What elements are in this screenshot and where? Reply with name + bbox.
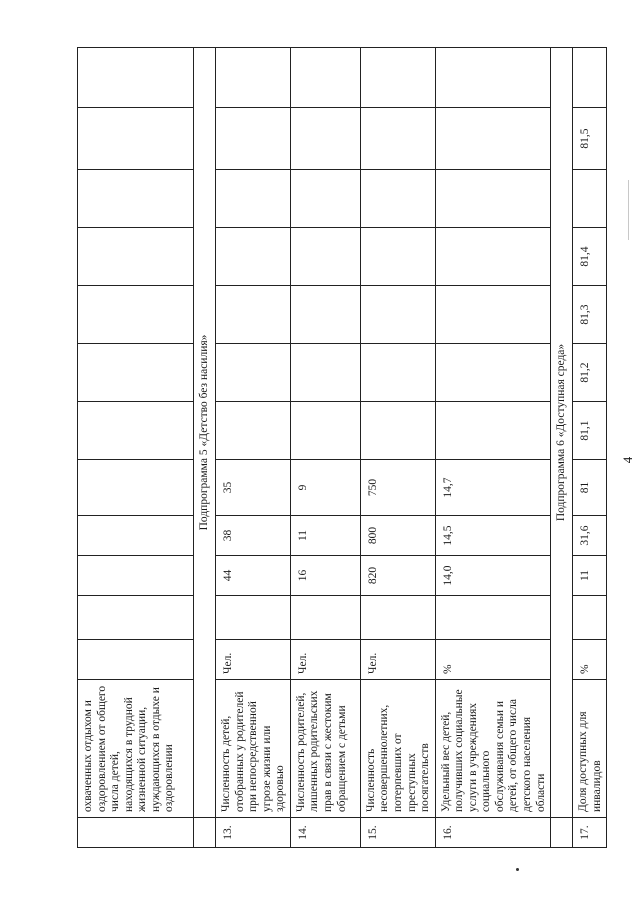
page-number: 4 [620,456,635,464]
indicator-name: охваченных отдыхом и оздоровлением от общего числа детей, находящихся в трудной жизненной ситуации, нуждающихся в отдыхе и оздоровлении [78,680,194,818]
value-cell: 750 [360,460,435,516]
value-cell [290,48,360,108]
value-cell: 31,6 [573,516,607,556]
value-cell [573,48,607,108]
indicator-name: Численность родителей, лишенных родительских прав в связи с жестоким обращением с детьми [290,680,360,818]
value-cell [290,286,360,344]
subprogram-spacer-cell [551,818,573,848]
indicator-name: Численность несовершеннолетних, потерпевших от преступных посягательств [360,680,435,818]
value-cell [216,228,291,286]
table-row [216,48,291,848]
value-cell: 81,5 [573,108,607,170]
value-cell [435,228,551,286]
value-cell [360,170,435,228]
value-cell: 35 [216,460,291,516]
value-cell [78,344,194,402]
value-cell [216,170,291,228]
table-row [290,48,360,848]
value-cell [216,402,291,460]
table-row [435,48,551,848]
value-cell [78,460,194,516]
row-number: 14. [290,818,360,848]
row-number: 15. [360,818,435,848]
subprogram-spacer-cell [194,818,216,848]
row-number: 13. [216,818,291,848]
value-cell: 44 [216,556,291,596]
unit-cell: Чел. [216,640,291,680]
value-cell [435,48,551,108]
row-number [78,818,194,848]
value-cell [78,596,194,640]
value-cell: 81 [573,460,607,516]
value-cell [78,48,194,108]
value-cell [573,170,607,228]
value-cell [78,556,194,596]
rotated-table-container [77,48,603,848]
value-cell: 14,7 [435,460,551,516]
value-cell: 16 [290,556,360,596]
unit-cell [78,640,194,680]
value-cell [573,596,607,640]
value-cell [290,596,360,640]
table-row [78,48,194,848]
value-cell: 81,3 [573,286,607,344]
value-cell [290,228,360,286]
indicators-table [77,47,607,848]
value-cell: 14,0 [435,556,551,596]
value-cell [360,48,435,108]
value-cell [290,344,360,402]
unit-cell: % [573,640,607,680]
value-cell: 81,4 [573,228,607,286]
value-cell [290,170,360,228]
row-number: 16. [435,818,551,848]
value-cell: 81,2 [573,344,607,402]
value-cell: 81,1 [573,402,607,460]
value-cell [360,402,435,460]
table-row [573,48,607,848]
value-cell [216,596,291,640]
subprogram-title: Подпрограмма 6 «Доступная среда» [551,48,573,818]
value-cell: 9 [290,460,360,516]
indicator-name: Доля доступных для инвалидов [573,680,607,818]
value-cell [360,596,435,640]
value-cell: 800 [360,516,435,556]
value-cell [78,516,194,556]
value-cell: 820 [360,556,435,596]
scan-speck [516,868,519,871]
value-cell [78,170,194,228]
value-cell [435,170,551,228]
value-cell [290,402,360,460]
indicator-name: Удельный вес детей, получивших социальные услуги в учреждениях социального обслуживания семьи и детей, от общего числа детского населения области [435,680,551,818]
value-cell [435,286,551,344]
unit-cell: % [435,640,551,680]
value-cell [216,286,291,344]
row-number: 17. [573,818,607,848]
value-cell [360,108,435,170]
value-cell [78,108,194,170]
table-row [360,48,435,848]
unit-cell: Чел. [360,640,435,680]
value-cell [435,596,551,640]
value-cell: 38 [216,516,291,556]
unit-cell: Чел. [290,640,360,680]
value-cell [216,108,291,170]
value-cell [216,48,291,108]
value-cell [435,402,551,460]
page-edge-mark [628,180,629,240]
indicator-name: Численность детей, отобранных у родителей при непосредственной угрозе жизни или здоровью [216,680,291,818]
value-cell [216,344,291,402]
value-cell [435,344,551,402]
table-body [78,48,607,848]
value-cell: 11 [290,516,360,556]
value-cell [78,402,194,460]
value-cell [360,286,435,344]
value-cell [360,344,435,402]
value-cell [78,286,194,344]
subprogram-row [551,48,573,848]
value-cell: 14,5 [435,516,551,556]
value-cell [435,108,551,170]
value-cell [290,108,360,170]
value-cell: 11 [573,556,607,596]
value-cell [360,228,435,286]
subprogram-title: Подпрограмма 5 «Детство без насилия» [194,48,216,818]
value-cell [78,228,194,286]
subprogram-row [194,48,216,848]
